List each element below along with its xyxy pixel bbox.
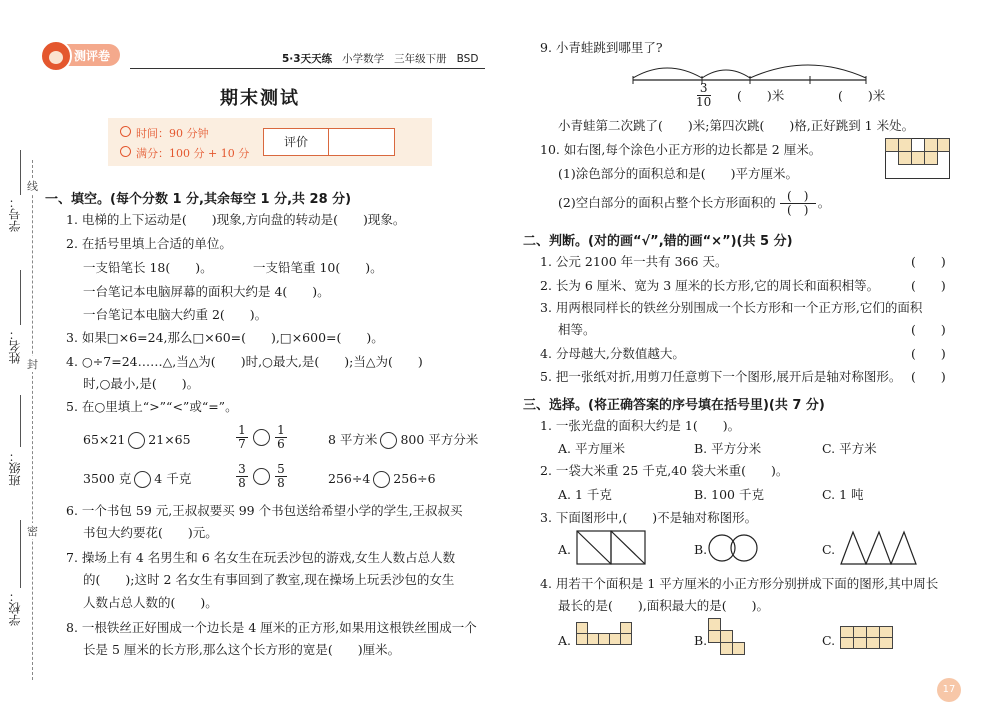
choice-2-option-b[interactable]: B. 100 千克 — [694, 487, 764, 502]
fraction: $\frac{5}{8}$ — [275, 463, 287, 490]
exam-info-box — [108, 118, 432, 166]
choice-4-option-a[interactable]: A. — [558, 633, 572, 648]
judge-3-answer[interactable]: ( ) — [911, 322, 946, 337]
cut-mark-line: 线 — [27, 180, 38, 193]
margin-underline-1 — [20, 150, 21, 195]
r-q10: 10. 如右图,每个涂色小正方形的边长都是 2 厘米。 — [540, 142, 822, 157]
section2-heading: 二、判断。(对的画“√”,错的画“×”)(共 5 分) — [523, 234, 793, 249]
margin-underline-3 — [20, 395, 21, 447]
margin-label-name: 姓名： — [8, 328, 22, 364]
series-info — [282, 51, 478, 66]
choice-1-option-a[interactable]: A. 平方厘米 — [558, 441, 625, 456]
exam-score: 满分：100 分 + 10 分 — [136, 147, 250, 160]
header-rule — [130, 68, 485, 69]
answer-circle[interactable] — [380, 432, 397, 449]
compare-2 — [234, 424, 289, 451]
choice-3-option-a[interactable]: A. — [558, 542, 572, 557]
choice-1-option-b[interactable]: B. 平方分米 — [694, 441, 762, 456]
s1-q4-line1: 4. ○÷7=24……△,当△为( )时,○最大,是( );当△为( ) — [66, 354, 423, 369]
r-q10-2-text: (2)空白部分的面积占整个长方形面积的 — [558, 195, 776, 210]
page-title: 期末测试 — [220, 88, 300, 109]
compare-5 — [234, 463, 289, 490]
margin-label-student-id: 学号： — [8, 196, 22, 232]
s1-q5: 5. 在○里填上“>”“<”或“=”。 — [66, 399, 238, 414]
s1-q2-a: 一支铅笔长 18( )。 — [83, 260, 213, 275]
choice-1: 1. 一张光盘的面积大约是 1( )。 — [540, 418, 741, 433]
margin-underline-4 — [20, 520, 21, 588]
s1-q7-line1: 7. 操场上有 4 名男生和 6 名女生在玩丢沙包的游戏,女生人数占总人数 — [66, 550, 456, 565]
shape-b-squares — [708, 618, 748, 658]
judge-4: 4. 分母越大,分数值越大。 — [540, 346, 685, 361]
edition: BSD — [456, 53, 479, 65]
rating-box — [263, 128, 395, 156]
s1-q8-line2: 长是 5 厘米的长方形,那么这个长方形的宽是( )厘米。 — [83, 642, 401, 657]
shape-two-circles — [708, 533, 758, 563]
rating-label: 评价 — [264, 129, 329, 155]
number-line-diagram — [630, 58, 870, 88]
jump-arc — [633, 68, 702, 78]
margin-label-class: 班级： — [8, 450, 22, 486]
answer-circle[interactable] — [128, 432, 145, 449]
r-q9-line2: 小青蛙第二次跳了( )米;第四次跳( )格,正好跳到 1 米处。 — [558, 118, 915, 133]
choice-2-option-c[interactable]: C. 1 吨 — [822, 487, 864, 502]
compare-4 — [83, 471, 191, 488]
r-q10-2: (2)空白部分的面积占整个长方形面积的 $\frac{( )}{( )}$ 。 — [558, 189, 831, 217]
shape-rectangles-with-diagonals — [576, 530, 648, 566]
exam-time: 时间：90 分钟 — [136, 127, 209, 140]
series-name: 5·3天天练 — [282, 53, 333, 65]
r-q9: 9. 小青蛙跳到哪里了? — [540, 40, 663, 55]
badge — [42, 44, 120, 66]
s1-q1: 1. 电梯的上下运动是( )现象,方向盘的转动是( )现象。 — [66, 212, 406, 227]
judge-3-line1: 3. 用两根同样长的铁丝分别围成一个长方形和一个正方形,它们的面积 — [540, 300, 923, 315]
subject: 小学数学 — [342, 53, 385, 65]
badge-label: 测评卷 — [74, 49, 111, 63]
compare-4-right: 4 千克 — [154, 471, 192, 486]
grade: 三年级下册 — [394, 53, 447, 65]
answer-circle[interactable] — [134, 471, 151, 488]
cut-mark-seal: 封 — [27, 358, 38, 371]
r-q10-1: (1)涂色部分的面积总和是( )平方厘米。 — [558, 166, 798, 181]
s1-q7-line2: 的( );这时 2 名女生有事回到了教室,现在操场上玩丢沙包的女生 — [83, 572, 455, 587]
choice-2-option-a[interactable]: A. 1 千克 — [558, 487, 612, 502]
fraction: $\frac{3}{8}$ — [236, 463, 248, 490]
fraction: $\frac{1}{6}$ — [275, 424, 287, 451]
answer-circle[interactable] — [253, 429, 270, 446]
compare-6-left: 256÷4 — [328, 471, 371, 486]
shape-c-squares — [840, 626, 896, 650]
s1-q8-line1: 8. 一根铁丝正好围成一个边长是 4 厘米的正方形,如果用这根铁丝围成一个 — [66, 620, 477, 635]
number-line-label-2: ( )米 — [737, 88, 785, 103]
jump-arc — [702, 70, 750, 78]
margin-label-school: 学校： — [8, 590, 22, 626]
margin-underline-2 — [20, 270, 21, 325]
s1-q6-line2: 书包大约要花( )元。 — [83, 525, 218, 540]
answer-circle[interactable] — [253, 468, 270, 485]
judge-5-answer[interactable]: ( ) — [911, 369, 946, 384]
compare-4-left: 3500 克 — [83, 471, 132, 486]
s1-q4-line2: 时,○最小,是( )。 — [83, 376, 200, 391]
q10-grid-figure — [885, 138, 951, 180]
fraction-blank[interactable]: $\frac{( )}{( )}$ — [780, 190, 816, 217]
choice-4-line1: 4. 用若干个面积是 1 平方厘米的小正方形分别拼成下面的图形,其中周长 — [540, 576, 939, 591]
compare-1 — [83, 432, 191, 449]
s1-q2-b: 一支铅笔重 10( )。 — [253, 260, 383, 275]
fraction: $\frac{1}{7}$ — [236, 424, 248, 451]
s1-q2-d: 一台笔记本电脑大约重 2( )。 — [83, 307, 268, 322]
judge-3-line2: 相等。 — [558, 322, 596, 337]
judge-2-answer[interactable]: ( ) — [911, 278, 946, 293]
s1-q2-c: 一台笔记本电脑屏幕的面积大约是 4( )。 — [83, 284, 330, 299]
s1-q3: 3. 如果□×6=24,那么□×60=( ),□×600=( )。 — [66, 330, 384, 345]
check-icon — [120, 146, 131, 157]
choice-3: 3. 下面图形中,( )不是轴对称图形。 — [540, 510, 758, 525]
judge-1-answer[interactable]: ( ) — [911, 254, 946, 269]
judge-2: 2. 长为 6 厘米、宽为 3 厘米的长方形,它的周长和面积相等。 — [540, 278, 880, 293]
compare-3-right: 800 平方分米 — [400, 432, 479, 447]
shape-a-squares — [576, 622, 634, 654]
clock-icon — [120, 126, 131, 137]
number-line-label-1 — [694, 82, 713, 109]
fraction: $\frac{3}{10}$ — [696, 81, 712, 109]
s1-q7-line3: 人数占总人数的( )。 — [83, 595, 218, 610]
s1-q2: 2. 在括号里填上合适的单位。 — [66, 236, 232, 251]
binding-line — [32, 160, 33, 680]
judge-5: 5. 把一张纸对折,用剪刀任意剪下一个图形,展开后是轴对称图形。 — [540, 369, 902, 384]
choice-4-option-b[interactable]: B. — [694, 633, 708, 648]
compare-1-left: 65×21 — [83, 432, 126, 447]
cut-mark-secret: 密 — [27, 525, 38, 538]
compare-3-left: 8 平方米 — [328, 432, 378, 447]
compare-6 — [328, 471, 436, 488]
judge-4-answer[interactable]: ( ) — [911, 346, 946, 361]
judge-1: 1. 公元 2100 年一共有 366 天。 — [540, 254, 728, 269]
page-number: 17 — [937, 678, 961, 702]
number-line-label-3: ( )米 — [838, 88, 886, 103]
compare-1-right: 21×65 — [148, 432, 191, 447]
choice-4-line2: 最长的是( ),面积最大的是( )。 — [558, 598, 769, 613]
choice-1-option-c[interactable]: C. 平方米 — [822, 441, 877, 456]
section3-heading: 三、选择。(将正确答案的序号填在括号里)(共 7 分) — [523, 398, 825, 413]
section1-heading: 一、填空。(每个分数 1 分,其余每空 1 分,共 28 分) — [45, 192, 352, 207]
badge-avatar-icon — [40, 40, 72, 72]
choice-3-option-c[interactable]: C. — [822, 542, 836, 557]
s1-q6-line1: 6. 一个书包 59 元,王叔叔要买 99 个书包送给希望小学的学生,王叔叔买 — [66, 503, 463, 518]
compare-3 — [328, 432, 478, 449]
choice-2: 2. 一袋大米重 25 千克,40 袋大米重( )。 — [540, 463, 789, 478]
jump-arc — [750, 65, 866, 78]
shape-three-triangles — [840, 530, 918, 566]
compare-6-right: 256÷6 — [393, 471, 436, 486]
answer-circle[interactable] — [373, 471, 390, 488]
choice-4-option-c[interactable]: C. — [822, 633, 836, 648]
choice-3-option-b[interactable]: B. — [694, 542, 708, 557]
